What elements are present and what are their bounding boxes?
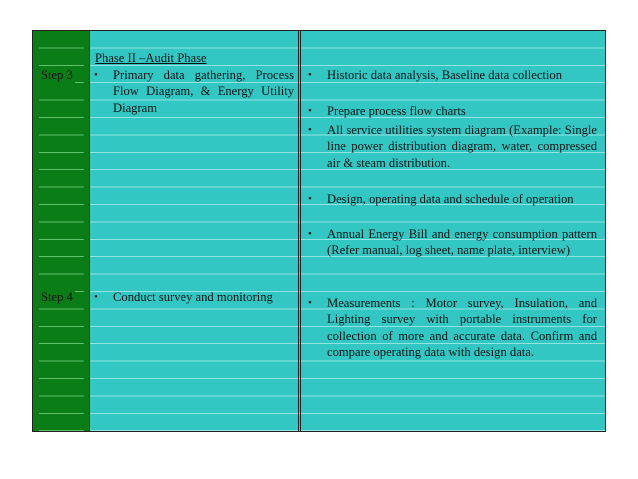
bullet-icon: • [308,193,312,205]
step-3-task-5-text: Annual Energy Bill and energy consumption pattern (Refer manual, log sheet, name plate, interview) [327,227,597,258]
phase-column [90,31,301,431]
step-4-phase-item [92,289,294,305]
step-3-task-2 [306,103,597,119]
step-4-label: Step 4 [41,290,73,304]
audit-steps-table [32,30,606,432]
step-3-task-2-text: Prepare process flow charts [327,104,466,118]
bullet-icon: • [94,69,98,81]
steps-column [33,31,90,431]
step-3-task-3 [306,122,597,171]
step-4-task-1 [306,295,597,361]
step-3-task-4-text: Design, operating data and schedule of operation [327,192,574,206]
bullet-icon: • [94,291,98,303]
step-3-task-1-text: Historic data analysis, Baseline data collection [327,68,563,82]
step-4-phase-item-text: Conduct survey and monitoring [113,290,273,304]
bullet-icon: • [308,69,312,81]
step-3-phase-item [92,67,294,116]
tasks-column [301,31,605,431]
step-3-label: Step 3 [41,68,73,82]
step-3-task-5 [306,226,597,259]
step-3-task-3-text: All service utilities system diagram (Example: Single line power distribution diagram, water, compressed air & steam distribution. [327,123,597,170]
bullet-icon: • [308,228,312,240]
step-4-task-1-text: Measurements : Motor survey, Insulation, and Lighting survey with portable instruments for collection of more and accurate data. Confirm and compare operating data with design data. [327,296,597,360]
bullet-icon: • [308,124,312,136]
step-3-phase-item-text: Primary data gathering, Process Flow Diagram, & Energy Utility Diagram [113,68,294,115]
step-3-task-1 [306,67,597,83]
step-3-task-4 [306,191,597,207]
bullet-icon: • [308,297,312,309]
bullet-icon: • [308,105,312,117]
phase-title: Phase II –Audit Phase [95,51,207,65]
